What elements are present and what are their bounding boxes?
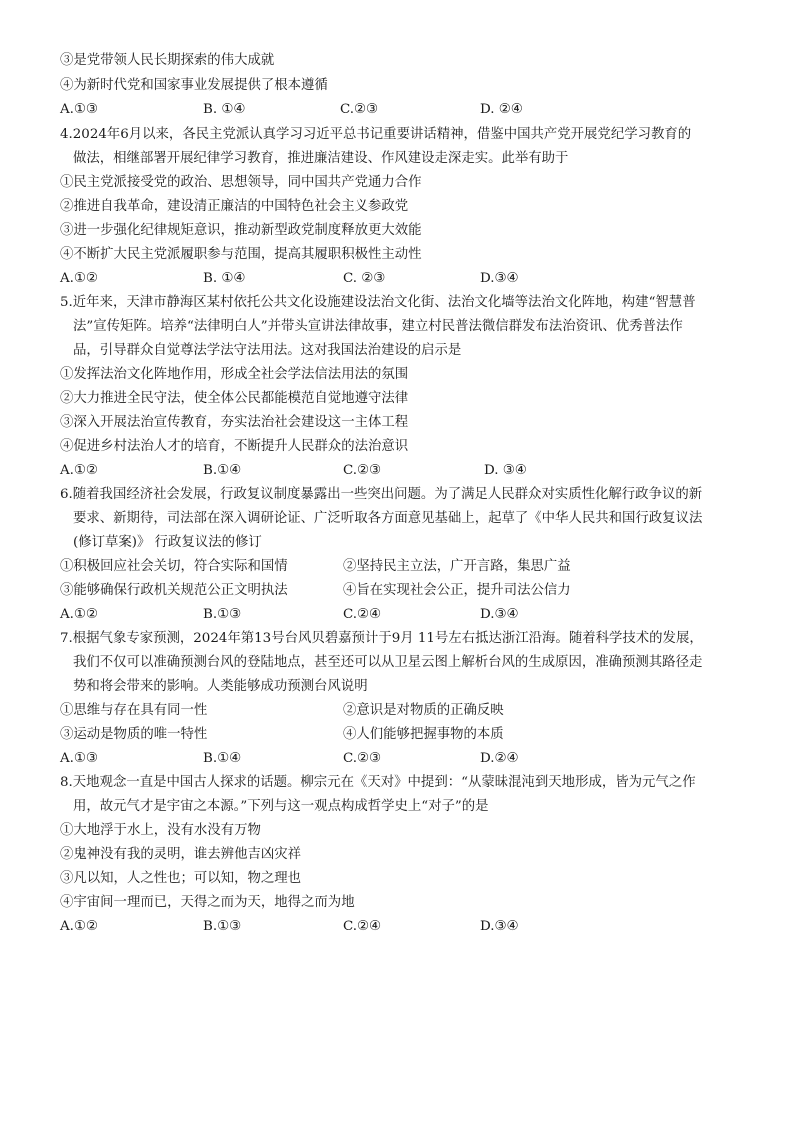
question-stem-line: (修订草案)》 行政复议法的修订 [73, 535, 262, 550]
question-stem-line: 7.根据气象专家预测，2024年第13号台风贝碧嘉预计于9月 11号左右抵达浙江沿海。随着科学技术的发展， [60, 631, 703, 646]
question-stem-line: 6.随着我国经济社会发展，行政复议制度暴露出一些突出问题。为了满足人民群众对实质性化解行政争议的新 [60, 487, 703, 502]
option-c: C.②③ [343, 751, 382, 766]
option-d: D.③④ [480, 271, 519, 286]
option-a: A.①② [60, 271, 98, 286]
option-b: B.①③ [203, 919, 242, 934]
statement-4: ④人们能够把握事物的本质 [343, 727, 504, 742]
option-c: C.②③ [343, 463, 382, 478]
question-stem-line: 做法，相继部署开展纪律学习教育，推进廉洁建设、作风建设走深走实。此举有助于 [73, 151, 569, 166]
option-a: A.①② [60, 919, 98, 934]
statement-4: ④不断扩大民主党派履职参与范围，提高其履职积极性主动性 [60, 247, 422, 262]
intro-item-4: ④为新时代党和国家事业发展提供了根本遵循 [60, 78, 328, 93]
statement-3: ③运动是物质的唯一特性 [60, 727, 208, 742]
option-d: D. ②④ [480, 102, 523, 117]
option-b: B. ①④ [203, 102, 246, 117]
statement-1: ①思维与存在具有同一性 [60, 703, 208, 718]
question-stem-line: 5.近年来，天津市静海区某村依托公共文化设施建设法治文化街、法治文化墙等法治文化阵地，构建“智慧普 [60, 295, 696, 310]
statement-1: ①发挥法治文化阵地作用，形成全社会学法信法用法的氛围 [60, 367, 409, 382]
question-stem-line: 势和将会带来的影响。人类能够成功预测台风说明 [73, 679, 368, 694]
question-stem-line: 4.2024年6月以来，各民主党派认真学习习近平总书记重要讲话精神，借鉴中国共产党开展党纪学习教育的 [60, 127, 692, 142]
statement-3: ③能够确保行政机关规范公正文明执法 [60, 583, 288, 598]
statement-2: ②鬼神没有我的灵明，谁去辨他吉凶灾祥 [60, 847, 302, 862]
statement-2: ②坚持民主立法，广开言路，集思广益 [343, 559, 571, 574]
option-d: D.③④ [480, 607, 519, 622]
question-stem-line: 我们不仅可以准确预测台风的登陆地点，甚至还可以从卫星云图上解析台风的生成原因，准确预测其路径走 [73, 655, 703, 670]
option-a: A.①② [60, 607, 98, 622]
question-stem-line: 品，引导群众自觉尊法学法守法用法。这对我国法治建设的启示是 [73, 343, 462, 358]
intro-item-3: ③是党带领人民长期探索的伟大成就 [60, 53, 275, 68]
statement-3: ③进一步强化纪律规矩意识，推动新型政党制度释放更大效能 [60, 223, 422, 238]
option-d: D.②④ [480, 751, 519, 766]
question-stem-line: 8.天地观念一直是中国古人探求的话题。柳宗元在《天对》中提到：“从蒙昧混沌到天地形成，皆为元气之作 [60, 775, 696, 790]
statement-4: ④宇宙间一理而已，天得之而为天，地得之而为地 [60, 895, 355, 910]
statement-1: ①积极回应社会关切，符合实际和国情 [60, 559, 288, 574]
option-c: C.②④ [343, 919, 382, 934]
option-d: D.③④ [480, 919, 519, 934]
question-stem-line: 用，故元气才是宇宙之本源。”下列与这一观点构成哲学史上“对子”的是 [73, 799, 489, 814]
option-a: A.①② [60, 463, 98, 478]
question-stem-line: 法”宣传矩阵。培养“法律明白人”并带头宣讲法律故事，建立村民普法微信群发布法治资讯、优秀普法作 [73, 319, 683, 334]
statement-4: ④促进乡村法治人才的培育，不断提升人民群众的法治意识 [60, 439, 409, 454]
statement-2: ②大力推进全民守法，使全体公民都能模范自觉地遵守法律 [60, 391, 409, 406]
option-a: A.①③ [60, 751, 98, 766]
option-b: B. ①④ [203, 271, 246, 286]
statement-4: ④旨在实现社会公正，提升司法公信力 [343, 583, 571, 598]
statement-3: ③凡以知，人之性也；可以知，物之理也 [60, 871, 302, 886]
option-c: C.②④ [343, 607, 382, 622]
question-stem-line: 要求、新期待，司法部在深入调研论证、广泛听取各方面意见基础上，起草了《中华人民共和国行政复议法 [73, 511, 703, 526]
option-b: B.①③ [203, 607, 242, 622]
option-a: A.①③ [60, 102, 98, 117]
option-b: B.①④ [203, 751, 242, 766]
option-d: D. ③④ [484, 463, 527, 478]
statement-1: ①民主党派接受党的政治、思想领导，同中国共产党通力合作 [60, 175, 422, 190]
statement-1: ①大地浮于水上，没有水没有万物 [60, 823, 261, 838]
option-c: C. ②③ [343, 271, 386, 286]
option-c: C.②③ [340, 102, 379, 117]
statement-2: ②推进自我革命，建设清正廉洁的中国特色社会主义参政党 [60, 199, 409, 214]
option-b: B.①④ [203, 463, 242, 478]
statement-3: ③深入开展法治宣传教育，夯实法治社会建设这一主体工程 [60, 415, 409, 430]
statement-2: ②意识是对物质的正确反映 [343, 703, 504, 718]
